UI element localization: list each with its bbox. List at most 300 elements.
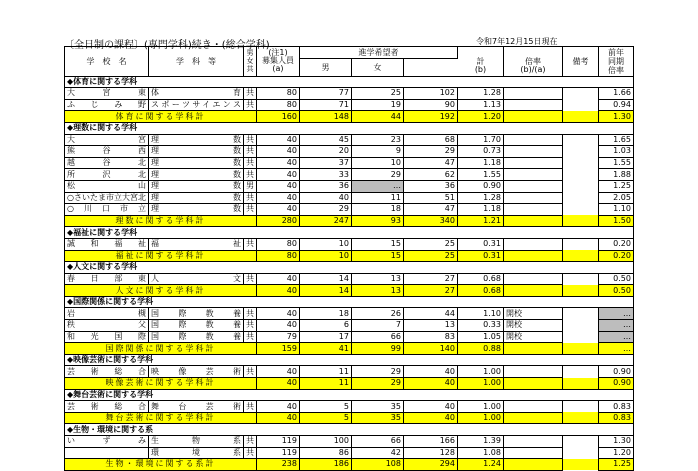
capacity-cell: 40 [256,308,299,320]
subtotal-row [65,111,634,123]
capacity-cell: 80 [256,88,299,100]
header-ratio-wrap [503,47,562,77]
header-female: 女 [351,58,403,76]
gap-cell [562,134,598,146]
subtotal-prev-ratio: 1.50 [598,215,633,227]
gender-cell: 共 [243,99,256,111]
note-cell [503,157,562,169]
header-blank [403,58,457,76]
note-cell [503,401,562,413]
header-male: 男 [299,58,351,76]
ratio-cell: 1.00 [457,401,503,413]
male-count-cell: 100 [299,436,351,448]
department-cell: 理 数 [148,192,243,204]
subtotal-capacity: 40 [256,285,299,297]
prev-ratio-cell: 1.03 [598,146,633,158]
subtotal-prev-ratio: 0.20 [598,250,633,262]
note-cell [503,436,562,448]
subtotal-capacity: 40 [256,412,299,424]
gender-cell: 共 [243,146,256,158]
female-count-cell: 13 [351,273,403,285]
note-cell [503,447,562,459]
gap-cell [562,378,598,390]
prev-ratio-cell: 1.20 [598,447,633,459]
gap-cell [562,111,598,123]
ratio-cell: 0.73 [457,146,503,158]
subtotal-label: 国際関係に関する学科計 [65,343,257,355]
capacity-cell: 79 [256,331,299,343]
department-cell: 理 数 [148,146,243,158]
male-count-cell: 37 [299,157,351,169]
note-cell [503,238,562,250]
female-count-cell: 29 [351,366,403,378]
school-name-cell: ○さいたま市立大宮北 [65,192,149,204]
subtotal-prev-ratio: 0.50 [598,285,633,297]
total-count-cell: 166 [403,436,457,448]
table-row [65,157,634,169]
table-row [65,99,634,111]
subtotal-male: 148 [299,111,351,123]
subtotal-label: 人文に関する学科計 [65,285,257,297]
school-name-cell: 所 沢 北 [65,169,149,181]
prev-ratio-cell: … [598,320,633,332]
capacity-cell: 40 [256,134,299,146]
subtotal-label: 舞台芸術に関する学科計 [65,412,257,424]
section-title-prev-blank [598,389,633,401]
female-count-cell: 29 [351,169,403,181]
note-cell [503,180,562,192]
subtotal-note [503,412,562,424]
subtotal-female: 13 [351,285,403,297]
gap-cell [562,308,598,320]
subtotal-note [503,250,562,262]
capacity-cell: 40 [256,146,299,158]
subtotal-note [503,215,562,227]
section-title: ◆人文に関する学科 [65,262,599,274]
subtotal-prev-ratio: 0.90 [598,378,633,390]
table-row [65,320,634,332]
department-cell: 映 像 芸 術 [148,366,243,378]
ratio-cell: 1.28 [457,192,503,204]
male-count-cell: 10 [299,238,351,250]
note-cell [503,366,562,378]
capacity-cell: 40 [256,192,299,204]
school-name-cell: ○川口市立 [65,204,149,216]
table-row [65,401,634,413]
subtotal-capacity: 238 [256,459,299,471]
gap-cell [562,215,598,227]
table-row [65,192,634,204]
gap-cell [562,285,598,297]
male-count-cell: 33 [299,169,351,181]
department-cell: 福 祉 [148,238,243,250]
department-cell: 理 数 [148,180,243,192]
male-count-cell: 40 [299,192,351,204]
table-row [65,180,634,192]
subtotal-capacity: 80 [256,250,299,262]
subtotal-female: 15 [351,250,403,262]
header-capacity-sub: (a) [272,64,284,74]
gap-cell [562,366,598,378]
subtotal-row [65,215,634,227]
subtotal-label: 福祉に関する学科計 [65,250,257,262]
section-title: ◆福祉に関する学科 [65,227,599,239]
subtotal-male: 11 [299,378,351,390]
school-name-cell: 春 日 部 東 [65,273,149,285]
school-name-cell [65,447,149,459]
total-count-cell: 47 [403,204,457,216]
note-cell [503,192,562,204]
header-prev: 前年 同期 倍率 [598,47,633,77]
subtotal-ratio: 1.21 [457,215,503,227]
capacity-cell: 40 [256,320,299,332]
gap-cell [562,320,598,332]
subtotal-note [503,111,562,123]
prev-ratio-cell: 0.90 [598,366,633,378]
ratio-cell: 1.18 [457,204,503,216]
department-cell: 国 際 教 養 [148,331,243,343]
subtotal-label: 生物・環境に関する系計 [65,459,257,471]
prev-ratio-cell: … [598,331,633,343]
section-header-row [65,424,634,436]
gap-cell [562,412,598,424]
female-count-cell: 35 [351,401,403,413]
male-count-cell: 17 [299,331,351,343]
subtotal-male: 247 [299,215,351,227]
total-count-cell: 40 [403,366,457,378]
male-count-cell: 86 [299,447,351,459]
section-title: ◆生物・環境に関する系 [65,424,599,436]
school-name-cell: 松 山 [65,180,149,192]
subtotal-prev-ratio: 1.25 [598,459,633,471]
total-count-cell: 13 [403,320,457,332]
total-count-cell: 62 [403,169,457,181]
total-count-cell: 25 [403,238,457,250]
subtotal-note [503,378,562,390]
subtotal-prev-ratio: 1.30 [598,111,633,123]
subtotal-ratio: 0.31 [457,250,503,262]
gender-cell: 共 [243,447,256,459]
gender-cell: 共 [243,436,256,448]
subtotal-female: 44 [351,111,403,123]
male-count-cell: 71 [299,99,351,111]
female-count-cell: 7 [351,320,403,332]
total-count-cell: 102 [403,88,457,100]
female-count-cell: 9 [351,146,403,158]
female-count-cell: 26 [351,308,403,320]
gap-cell [562,459,598,471]
header-note: 備考 [562,47,598,77]
subtotal-male: 41 [299,343,351,355]
gender-cell: 共 [243,134,256,146]
school-name-cell: 芸 術 総 合 [65,366,149,378]
subtotal-female: 35 [351,412,403,424]
ratio-cell: 1.05 [457,331,503,343]
section-title-prev-blank [598,122,633,134]
note-cell [503,88,562,100]
section-title: ◆国際関係に関する学科 [65,296,599,308]
section-header-row [65,296,634,308]
subtotal-female: 99 [351,343,403,355]
header-gender: 男 女 共 [243,47,256,77]
ratio-cell: 1.13 [457,99,503,111]
subtotal-row [65,343,634,355]
table-row [65,447,634,459]
subtotal-male: 186 [299,459,351,471]
subtotal-total: 192 [403,111,457,123]
department-cell: 生 物 系 [148,436,243,448]
female-count-cell: 11 [351,192,403,204]
table-row [65,366,634,378]
department-cell: 環 境 系 [148,447,243,459]
prev-ratio-cell: 1.66 [598,88,633,100]
capacity-cell: 40 [256,401,299,413]
total-count-cell: 40 [403,401,457,413]
gender-cell: 共 [243,238,256,250]
subtotal-ratio: 1.00 [457,412,503,424]
subtotal-note [503,285,562,297]
total-count-cell: 51 [403,192,457,204]
gender-cell: 共 [243,192,256,204]
subtotal-total: 27 [403,285,457,297]
school-name-cell: 熊 谷 西 [65,146,149,158]
gap-cell [562,331,598,343]
section-title-prev-blank [598,262,633,274]
ratio-cell: 1.10 [457,308,503,320]
total-count-cell: 27 [403,273,457,285]
department-cell: 体 育 [148,88,243,100]
gap-cell [562,88,598,100]
male-count-cell: 5 [299,401,351,413]
male-count-cell: 20 [299,146,351,158]
subtotal-label: 映像芸術に関する学科計 [65,378,257,390]
page-title: 〔全日制の課程〕(専門学科)続き・(総合学科) [64,40,270,51]
gap-cell [562,99,598,111]
female-count-cell: 66 [351,331,403,343]
applicants-table [64,46,634,471]
ratio-cell: 0.31 [457,238,503,250]
subtotal-male: 14 [299,285,351,297]
total-count-cell: 29 [403,146,457,158]
table-row [65,134,634,146]
gap-cell [562,180,598,192]
subtotal-label: 体育に関する学科計 [65,111,257,123]
school-name-cell: ふ じ み 野 [65,99,149,111]
subtotal-row [65,285,634,297]
ratio-cell: 1.70 [457,134,503,146]
table-row [65,436,634,448]
prev-ratio-cell: 1.65 [598,134,633,146]
report-date: 令和7年12月15日現在 [476,37,558,46]
subtotal-label: 理数に関する学科計 [65,215,257,227]
prev-ratio-cell: 0.20 [598,238,633,250]
ratio-cell: 1.08 [457,447,503,459]
gender-cell: 共 [243,88,256,100]
gender-cell: 共 [243,320,256,332]
total-count-cell: 68 [403,134,457,146]
male-count-cell: 6 [299,320,351,332]
table-row [65,88,634,100]
subtotal-total: 40 [403,412,457,424]
female-count-cell: 42 [351,447,403,459]
note-cell: 開校 [503,320,562,332]
subtotal-note [503,343,562,355]
ratio-cell: 0.33 [457,320,503,332]
capacity-cell: 40 [256,169,299,181]
header-applicants: 進学希望者 [299,47,457,59]
prev-ratio-cell: 2.05 [598,192,633,204]
subtotal-total: 140 [403,343,457,355]
ratio-cell: 1.18 [457,157,503,169]
section-header-row [65,122,634,134]
table-row [65,331,634,343]
section-title: ◆体育に関する学科 [65,76,599,88]
gender-cell: 共 [243,169,256,181]
header-total: 計 [476,56,485,66]
prev-ratio-cell: 1.55 [598,157,633,169]
department-cell: 国 際 教 養 [148,308,243,320]
subtotal-ratio: 1.20 [457,111,503,123]
school-name-cell: い ず み [65,436,149,448]
section-header-row [65,262,634,274]
school-name-cell: 大 宮 東 [65,88,149,100]
subtotal-female: 108 [351,459,403,471]
female-count-cell: … [351,180,403,192]
ratio-cell: 0.68 [457,273,503,285]
capacity-cell: 119 [256,436,299,448]
gap-cell [562,250,598,262]
section-title: ◆舞台芸術に関する学科 [65,389,599,401]
subtotal-total: 40 [403,378,457,390]
female-count-cell: 66 [351,436,403,448]
department-cell: 理 数 [148,169,243,181]
header-ratio: 倍率 [524,56,541,66]
subtotal-row [65,412,634,424]
note-cell [503,99,562,111]
total-count-cell: 44 [403,308,457,320]
gap-cell [562,157,598,169]
total-count-cell: 36 [403,180,457,192]
gap-cell [562,192,598,204]
male-count-cell: 14 [299,273,351,285]
gap-cell [562,447,598,459]
gender-cell: 男 [243,180,256,192]
gender-cell: 共 [243,273,256,285]
department-cell: 理 数 [148,157,243,169]
department-cell: スポーツサイエンス [148,99,243,111]
total-count-cell: 83 [403,331,457,343]
subtotal-total: 25 [403,250,457,262]
gap-cell [562,204,598,216]
school-name-cell: 秩 父 [65,320,149,332]
school-name-cell: 大 宮 [65,134,149,146]
header-row [65,47,634,59]
section-title-prev-blank [598,296,633,308]
department-cell: 人 文 [148,273,243,285]
prev-ratio-cell: 1.10 [598,204,633,216]
table-row [65,273,634,285]
note-cell [503,146,562,158]
section-header-row [65,389,634,401]
header-dept: 学 科 等 [148,47,243,77]
gap-cell [562,273,598,285]
section-title: ◆理数に関する学科 [65,122,599,134]
subtotal-female: 93 [351,215,403,227]
note-cell: 開校 [503,331,562,343]
note-cell [503,273,562,285]
department-cell: 国 際 教 養 [148,320,243,332]
prev-ratio-cell: 0.94 [598,99,633,111]
subtotal-row [65,378,634,390]
female-count-cell: 23 [351,134,403,146]
female-count-cell: 19 [351,99,403,111]
section-title-prev-blank [598,354,633,366]
subtotal-capacity: 159 [256,343,299,355]
table-row [65,169,634,181]
ratio-cell: 1.55 [457,169,503,181]
capacity-cell: 40 [256,273,299,285]
capacity-cell: 40 [256,157,299,169]
subtotal-capacity: 40 [256,378,299,390]
department-cell: 舞 台 芸 術 [148,401,243,413]
header-capacity-note: (注1) [268,48,288,58]
subtotal-row [65,459,634,471]
gender-cell: 共 [243,331,256,343]
gender-cell: 共 [243,401,256,413]
subtotal-capacity: 160 [256,111,299,123]
ratio-cell: 1.39 [457,436,503,448]
male-count-cell: 18 [299,308,351,320]
female-count-cell: 10 [351,157,403,169]
subtotal-row [65,250,634,262]
gap-cell [562,238,598,250]
capacity-cell: 40 [256,204,299,216]
capacity-cell: 40 [256,180,299,192]
gap-cell [562,436,598,448]
section-header-row [65,354,634,366]
subtotal-total: 294 [403,459,457,471]
ratio-cell: 0.90 [457,180,503,192]
header-total-sub: (b) [474,64,487,74]
subtotal-ratio: 0.88 [457,343,503,355]
subtotal-female: 29 [351,378,403,390]
school-name-cell: 越 谷 北 [65,157,149,169]
school-name-cell: 和 光 国 際 [65,331,149,343]
gender-cell: 共 [243,204,256,216]
section-title: ◆映像芸術に関する学科 [65,354,599,366]
ratio-cell: 1.28 [457,88,503,100]
capacity-cell: 119 [256,447,299,459]
prev-ratio-cell: 1.88 [598,169,633,181]
female-count-cell: 25 [351,88,403,100]
male-count-cell: 77 [299,88,351,100]
gap-cell [562,401,598,413]
total-count-cell: 47 [403,157,457,169]
table-row [65,238,634,250]
subtotal-ratio: 1.24 [457,459,503,471]
subtotal-note [503,459,562,471]
subtotal-male: 10 [299,250,351,262]
header-capacity [256,47,299,77]
subtotal-ratio: 1.00 [457,378,503,390]
capacity-cell: 80 [256,238,299,250]
subtotal-male: 5 [299,412,351,424]
subtotal-capacity: 280 [256,215,299,227]
female-count-cell: 18 [351,204,403,216]
prev-ratio-cell: 0.83 [598,401,633,413]
note-cell [503,204,562,216]
male-count-cell: 45 [299,134,351,146]
